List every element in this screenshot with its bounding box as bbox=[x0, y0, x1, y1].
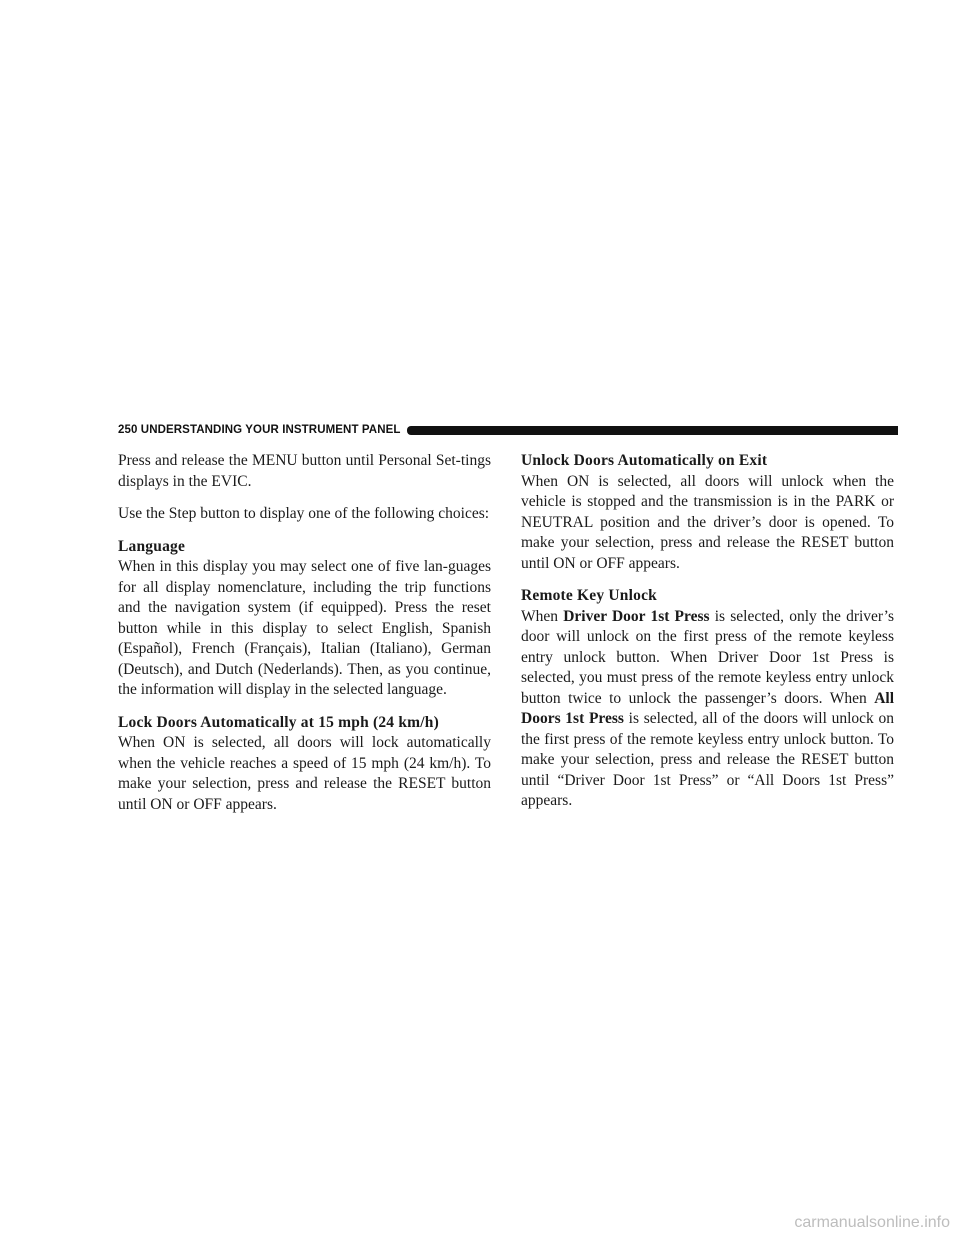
intro-paragraph: Press and release the MENU button until Personal Set-tings displays in the EVIC. bbox=[118, 452, 491, 490]
all-doors-term: All Doors 1st Press bbox=[521, 689, 894, 727]
page-header bbox=[118, 423, 898, 437]
watermark: carmanualsonline.info bbox=[794, 1214, 950, 1231]
language-heading: Language bbox=[118, 537, 186, 555]
page-number-and-section bbox=[118, 424, 401, 436]
language-body: When in this display you may select one of five lan-guages for all display nomenclature, including the trip functions and the navigation system (if equipped). Press the reset button while in this display to select English, Spanish (Español), French (Français), Italian (Italiano), German (Deutsch), and Dutch (Nederlands). Then, as you continue, the information will display in the selected language. bbox=[118, 558, 491, 698]
lock-doors-heading: Lock Doors Automatically at 15 mph (24 km/h) bbox=[118, 713, 439, 731]
left-column bbox=[118, 451, 491, 827]
unlock-doors-body: When ON is selected, all doors will unlock when the vehicle is stopped and the transmission is in the PARK or NEUTRAL position and the driver’s door is opened. To make your selection, press and release the RESET button until ON or OFF appears. bbox=[521, 472, 894, 572]
right-column bbox=[521, 451, 894, 824]
lock-doors-body: When ON is selected, all doors will lock automatically when the vehicle reaches a speed of 15 mph (24 km/h). To make your selection, press and release the RESET button until ON or OFF appears. bbox=[118, 734, 491, 813]
driver-door-term: Driver Door 1st Press bbox=[563, 607, 710, 625]
section-title: UNDERSTANDING YOUR INSTRUMENT PANEL bbox=[140, 424, 401, 436]
step-paragraph: Use the Step button to display one of the following choices: bbox=[118, 505, 490, 522]
remote-key-body: When Driver Door 1st Press is selected, only the driver’s door will unlock on the first press of the remote keyless entry unlock button. When Driver Door 1st Press is selected, you must press of the remote keyless entry unlock button twice to unlock the passenger’s doors. When All Doors 1st Press is selected, all of the doors will unlock on the first press of the remote keyless entry unlock button. To make your selection, press and release the RESET button until “Driver Door 1st Press” or “All Doors 1st Press” appears. bbox=[521, 607, 894, 809]
unlock-doors-heading: Unlock Doors Automatically on Exit bbox=[521, 452, 768, 469]
remote-key-heading: Remote Key Unlock bbox=[521, 587, 657, 604]
page-number: 250 bbox=[118, 424, 138, 436]
header-rule bbox=[407, 426, 899, 435]
